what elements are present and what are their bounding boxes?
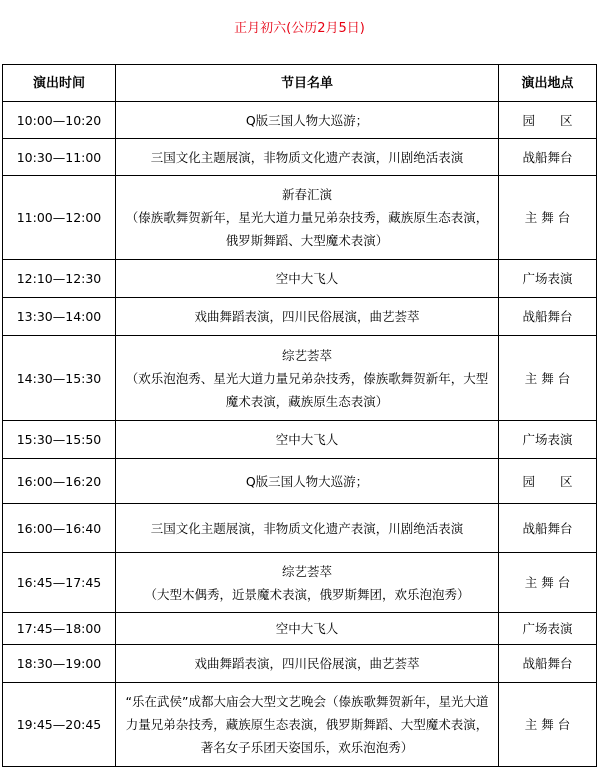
header-venue: 演出地点 xyxy=(499,65,597,102)
cell-time: 11:00—12:00 xyxy=(3,176,116,260)
table-row xyxy=(3,504,597,553)
cell-time: 17:45—18:00 xyxy=(3,613,116,645)
cell-venue: 战船舞台 xyxy=(499,645,597,683)
table-row xyxy=(3,336,597,421)
cell-venue: 主 舞 台 xyxy=(499,176,597,260)
cell-time: 10:00—10:20 xyxy=(3,102,116,139)
header-program: 节目名单 xyxy=(116,65,499,102)
cell-venue: 广场表演 xyxy=(499,613,597,645)
table-row xyxy=(3,298,597,336)
cell-time: 13:30—14:00 xyxy=(3,298,116,336)
program-title: 综艺荟萃 xyxy=(281,347,332,363)
cell-venue: 战船舞台 xyxy=(499,504,597,553)
program-detail: （欢乐泡泡秀、星光大道力量兄弟杂技秀，傣族歌舞贺新年，大型魔术表演，藏族原生态表演） xyxy=(125,370,489,409)
cell-venue: 战船舞台 xyxy=(499,139,597,176)
cell-time: 16:00—16:40 xyxy=(3,504,116,553)
cell-time: 12:10—12:30 xyxy=(3,260,116,298)
table-row xyxy=(3,139,597,176)
table-row xyxy=(3,260,597,298)
table-row xyxy=(3,553,597,613)
cell-program: 空中大飞人 xyxy=(116,260,499,298)
cell-program: 三国文化主题展演，非物质文化遗产表演，川剧绝活表演 xyxy=(116,139,499,176)
cell-program: Q版三国人物大巡游； xyxy=(116,102,499,139)
table-row xyxy=(3,459,597,504)
cell-program xyxy=(116,336,499,421)
cell-venue: 战船舞台 xyxy=(499,298,597,336)
page-title: 正月初六(公历2月5日) xyxy=(234,21,365,36)
header-time: 演出时间 xyxy=(3,65,116,102)
cell-program xyxy=(116,176,499,260)
cell-program: 三国文化主题展演，非物质文化遗产表演，川剧绝活表演 xyxy=(116,504,499,553)
cell-venue: 主 舞 台 xyxy=(499,336,597,421)
cell-program: Q版三国人物大巡游； xyxy=(116,459,499,504)
table-row xyxy=(3,176,597,260)
cell-time: 10:30—11:00 xyxy=(3,139,116,176)
cell-venue: 主 舞 台 xyxy=(499,553,597,613)
program-detail: （傣族歌舞贺新年，星光大道力量兄弟杂技秀，藏族原生态表演，俄罗斯舞蹈、大型魔术表演） xyxy=(125,210,489,248)
cell-time: 16:00—16:20 xyxy=(3,459,116,504)
table-row xyxy=(3,421,597,459)
schedule-body xyxy=(3,102,597,767)
program-title: 综艺荟萃 xyxy=(281,563,332,579)
table-row xyxy=(3,645,597,683)
cell-time: 19:45—20:45 xyxy=(3,683,116,767)
cell-program: 戏曲舞蹈表演，四川民俗展演，曲艺荟萃 xyxy=(116,298,499,336)
cell-time: 16:45—17:45 xyxy=(3,553,116,613)
table-row xyxy=(3,613,597,645)
table-header-row xyxy=(3,65,597,102)
cell-venue: 园 区 xyxy=(499,459,597,504)
table-row xyxy=(3,683,597,767)
cell-time: 18:30—19:00 xyxy=(3,645,116,683)
program-title: 新春汇演 xyxy=(281,187,332,202)
cell-venue: 广场表演 xyxy=(499,421,597,459)
cell-venue: 主 舞 台 xyxy=(499,683,597,767)
cell-program: 戏曲舞蹈表演，四川民俗展演，曲艺荟萃 xyxy=(116,645,499,683)
table-row xyxy=(3,102,597,139)
cell-program: 空中大飞人 xyxy=(116,421,499,459)
cell-time: 14:30—15:30 xyxy=(3,336,116,421)
cell-venue: 广场表演 xyxy=(499,260,597,298)
cell-program: “乐在武侯”成都大庙会大型文艺晚会（傣族歌舞贺新年，星光大道力量兄弟杂技秀，藏族原生态表演，俄罗斯舞蹈、大型魔术表演，著名女子乐团天姿国乐，欢乐泡泡秀） xyxy=(116,683,499,767)
schedule-table xyxy=(2,64,597,767)
program-detail: （大型木偶秀，近景魔术表演，俄罗斯舞团，欢乐泡泡秀） xyxy=(144,586,470,602)
cell-venue: 园 区 xyxy=(499,102,597,139)
cell-program: 空中大飞人 xyxy=(116,613,499,645)
cell-time: 15:30—15:50 xyxy=(3,421,116,459)
cell-program xyxy=(116,553,499,613)
